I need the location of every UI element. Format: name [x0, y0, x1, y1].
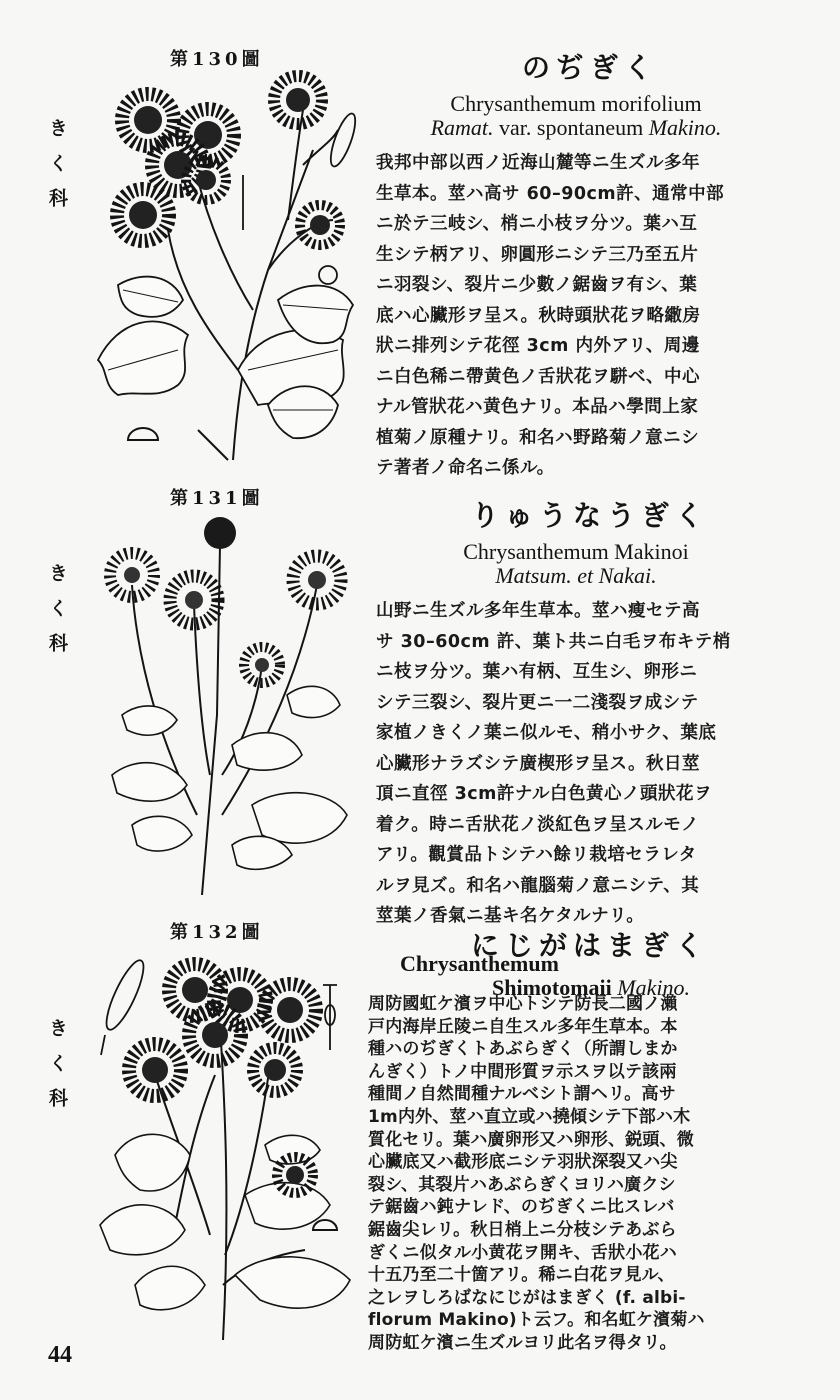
- author-b: Makino.: [648, 115, 722, 140]
- description-line: 生シテ柄アリ、卵圓形ニシテ三乃至五片: [376, 244, 699, 265]
- description-line: 頂ニ直徑 3cm許ナル白色黄心ノ頭狀花ヲ: [376, 784, 713, 804]
- description-line: 1m内外、莖ハ直立或ハ撓傾シテ下部ハ木: [368, 1106, 691, 1127]
- description-line: アリ。觀賞品トシテハ餘リ栽培セラレタ: [376, 845, 697, 865]
- description-line: 心臟底又ハ截形底ニシテ羽狀深裂又ハ尖: [368, 1152, 678, 1173]
- variety: var. spontaneum: [493, 115, 649, 140]
- description-line: ぎくニ似タル小黄花ヲ開キ、舌狀小花ハ: [368, 1242, 677, 1263]
- family-label: きく科: [46, 1017, 68, 1123]
- scientific-name: [376, 540, 776, 588]
- chrysanthemum-drawing-icon: [88, 70, 368, 465]
- description-line: シテ三裂シ、裂片更ニ一二淺裂ヲ成シテ: [376, 692, 699, 713]
- scientific-name-line2: [376, 564, 776, 588]
- page-number: 44: [48, 1342, 72, 1368]
- description-line: ルヲ見ズ。和名ハ龍腦菊ノ意ニシテ、其: [376, 875, 700, 896]
- description-line: 山野ニ生ズル多年生草本。莖ハ瘦セテ高: [376, 601, 700, 621]
- description: [368, 993, 778, 1355]
- description-line: ニ枝ヲ分ツ。葉ハ有柄、互生シ、卵形ニ: [376, 662, 698, 682]
- chrysanthemum-drawing-icon: [92, 515, 362, 895]
- author-b: Nakai.: [598, 563, 657, 588]
- author-a: Ramat.: [430, 115, 494, 140]
- species-epithet: Shimotomaii: [492, 975, 618, 1000]
- conjunction: et: [571, 563, 599, 588]
- figure-label: 第132圖: [170, 922, 264, 943]
- author-b: Makino.: [617, 975, 690, 1000]
- description-line: んぎく）トノ中間形質ヲ示スヲ以テ該兩: [368, 1061, 677, 1082]
- description-line: 家植ノきくノ葉ニ似ルモ、稍小サク、葉底: [376, 723, 717, 743]
- description-line: テ著者ノ命名ニ係ル。: [376, 458, 555, 478]
- description-line: florum Makino)ト云フ。和名虹ケ濱菊ハ: [368, 1310, 705, 1331]
- japanese-name: りゅうなうぎく: [470, 499, 709, 532]
- description-line: 鋸齒尖レリ。秋日梢上ニ分枝シテあぶら: [368, 1219, 677, 1240]
- japanese-name: にじがはまぎく: [470, 929, 709, 962]
- japanese-name: のぢぎく: [521, 51, 658, 84]
- nijigahamagiku-plant-illustration: [95, 955, 365, 1340]
- description-line: 心臟形ナラズシテ廣楔形ヲ呈ス。秋日莖: [376, 753, 700, 774]
- description-line: ナル管狀花ハ黄色ナリ。本品ハ學問上家: [376, 397, 699, 417]
- description-line: ニ白色稀ニ帶黄色ノ舌狀花ヲ駢ベ、中心: [376, 366, 700, 387]
- figure-label: 第130圖: [170, 49, 264, 70]
- figure-label: 第131圖: [170, 488, 264, 509]
- description-line: ニ羽裂シ、裂片ニ少數ノ鋸齒ヲ有シ、葉: [376, 275, 698, 295]
- chrysanthemum-drawing-icon: [95, 955, 365, 1340]
- description-line: ニ於テ三岐シ、梢ニ小枝ヲ分ツ。葉ハ互: [376, 214, 698, 234]
- description-line: サ 30–60cm 許、葉ト共ニ白毛ヲ布キテ梢: [376, 631, 731, 652]
- ryunogiku-plant-illustration: [92, 515, 362, 895]
- description-line: 狀ニ排列シテ花徑 3cm 内外アリ、周邊: [376, 336, 700, 356]
- description-line: 周防國虹ケ濱ヲ中心トシテ防長二國ノ瀨: [368, 994, 678, 1014]
- description-line: 質化セリ。葉ハ廣卵形又ハ卵形、鋭頭、微: [368, 1129, 694, 1150]
- description-line: 着ク。時ニ舌狀花ノ淡紅色ヲ呈スルモノ: [376, 814, 700, 835]
- scientific-name-line1: Chrysanthemum Makinoi: [463, 539, 689, 564]
- description-line: 莖葉ノ香氣ニ基キ名ケタルナリ。: [376, 906, 645, 926]
- description-line: 底ハ心臟形ヲ呈ス。秋時頭狀花ヲ略繖房: [376, 305, 701, 326]
- description-line: 戸内海岸丘陵ニ自生スル多年生草本。本: [368, 1016, 678, 1037]
- author-a: Matsum.: [495, 563, 572, 588]
- description: [376, 596, 776, 932]
- scientific-name-line1: Chrysanthemum: [400, 951, 559, 976]
- family-label: きく科: [46, 117, 68, 223]
- description-line: 裂シ、其裂片ハあぶらぎくヨリハ廣クシ: [368, 1174, 676, 1195]
- description-line: 我邦中部以西ノ近海山麓等ニ生ズル多年: [376, 153, 700, 173]
- description-line: 十五乃至二十箇アリ。稀ニ白花ヲ見ル、: [368, 1265, 675, 1286]
- description-line: 植菊ノ原種ナリ。和名ハ野路菊ノ意ニシ: [376, 427, 700, 448]
- scientific-name: [376, 92, 776, 140]
- description-line: 之レヲしろばなにじがはまぎく (f. albi-: [368, 1287, 686, 1308]
- description-line: 生草本。莖ハ高サ 60–90cm許、通常中部: [376, 183, 725, 204]
- description-line: テ鋸齒ハ鈍ナレド、のぢぎくニ比スレバ: [368, 1197, 675, 1218]
- scientific-name-line2: [376, 116, 776, 140]
- family-label: きく科: [46, 562, 68, 668]
- description-line: 周防虹ケ濱ニ生ズルヨリ此名ヲ得タリ。: [368, 1332, 677, 1353]
- description-line: 種ハのぢぎくトあぶらぎく（所謂しまか: [368, 1039, 678, 1060]
- description: [376, 148, 776, 484]
- nojigiku-plant-illustration: [88, 70, 368, 465]
- description-line: 種間ノ自然間種ナルベシト謂ヘリ。高サ: [368, 1084, 676, 1105]
- scientific-name-line1: Chrysanthemum morifolium: [450, 91, 702, 116]
